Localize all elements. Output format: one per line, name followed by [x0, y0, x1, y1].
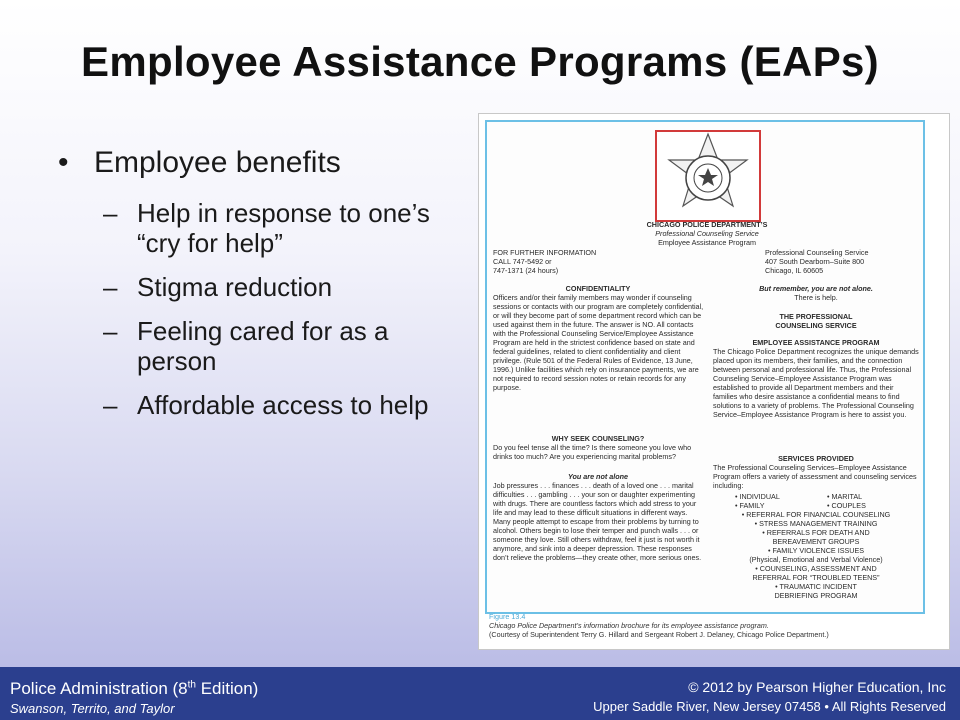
- confidentiality-text: Officers and/or their family members may wonder if counseling sessions or contacts with our program are completely confidential, or will they become part of some department record which can be used against them in the future. The answer is NO. All contacts with the Professional Counseling Service/Employee Assistance Program are held in the strictest confidence based on state and federal guidelines, related to client confidentiality and client privilege. (Rule 501 of the Federal Rules of Evidence, 13 June, 1996.) Unlike facilities which rely on insurance payments, we are not required to record session notes or retain records for any purpose.: [493, 293, 704, 392]
- service-item: DEBRIEFING PROGRAM: [774, 591, 858, 600]
- service-item: • REFERRALS FOR DEATH AND: [762, 528, 870, 537]
- address-line: Chicago, IL 60605: [765, 266, 824, 275]
- service-item: • INDIVIDUAL: [735, 492, 780, 501]
- service-item: • STRESS MANAGEMENT TRAINING: [754, 519, 878, 528]
- service-item: (Physical, Emotional and Verbal Violence): [749, 555, 883, 564]
- service-item: BEREAVEMENT GROUPS: [772, 537, 860, 546]
- caption-line: Chicago Police Department’s information brochure for its employee assistance program.: [489, 621, 769, 630]
- book-authors: Swanson, Territo, and Taylor: [10, 701, 175, 716]
- book-title: [10, 679, 258, 699]
- copyright: © 2012 by Pearson Higher Education, Inc: [688, 679, 946, 695]
- pcs-heading: THE PROFESSIONAL: [779, 312, 853, 321]
- pcs-heading-2: COUNSELING SERVICE: [775, 321, 857, 330]
- services-text: The Professional Counseling Services–Employee Assistance Program offers a variety of assessment and counseling services including:: [713, 463, 917, 490]
- slide-title: Employee Assistance Programs (EAPs): [81, 38, 879, 85]
- info-line: 747-1371 (24 hours): [493, 266, 559, 275]
- service-item: • COUNSELING, ASSESSMENT AND: [755, 564, 877, 573]
- brochure-header: CHICAGO POLICE DEPARTMENT’S: [646, 220, 768, 229]
- sub-bullet: – Stigma reduction: [103, 272, 333, 302]
- brochure-figure: [478, 113, 950, 650]
- brochure-subheader2: Employee Assistance Program: [658, 238, 756, 247]
- brochure-panel: [485, 120, 925, 614]
- bullet-main-text: Employee benefits: [94, 146, 341, 179]
- book-title-prefix: Police Administration (8: [10, 679, 188, 698]
- address-line: 407 South Dearborn–Suite 800: [765, 257, 865, 266]
- caption-credit: (Courtesy of Superintendent Terry G. Hillard and Sergeant Robert J. Delaney, Chicago Police Department.): [489, 630, 829, 639]
- job-text: Job pressures . . . finances . . . death of a loved one . . . marital difficulties . . . gambling . . . your son or daughter experimenting with drugs. There are countless factors which add stress to your life and may lead to these difficult situations in different ways. Many people attempt to escape from their problems by turning to alcohol. Others begin to lose their temper and punch walls . . . or someone they love. Still others withdraw, feel it just is not worth it anymore, and sink into a deeper depression. These responses don’t relieve the problems—they create other, more serious ones.: [493, 481, 702, 562]
- figure-caption: [489, 612, 929, 639]
- services-heading: SERVICES PROVIDED: [778, 454, 854, 463]
- sub-bullet: – Feeling cared for as a person: [103, 316, 458, 376]
- bullet-main: [58, 146, 458, 180]
- brochure-subheader: Professional Counseling Service: [655, 229, 759, 238]
- remember-text: But remember, you are not alone.: [759, 284, 873, 293]
- service-item: • MARITAL: [827, 492, 863, 501]
- bullet-list: [58, 146, 458, 434]
- book-title-suffix: Edition): [195, 679, 259, 698]
- sub-bullets: [58, 198, 458, 420]
- sub-bullet-text: Stigma reduction: [137, 272, 333, 302]
- book-title-sup: th: [187, 679, 196, 691]
- publisher-address: Upper Saddle River, New Jersey 07458 • All Rights Reserved: [593, 699, 946, 714]
- service-item: • TRAUMATIC INCIDENT: [775, 582, 857, 591]
- service-item: REFERRAL FOR “TROUBLED TEENS”: [752, 573, 880, 582]
- info-line: CALL 747-5492 or: [493, 257, 552, 266]
- remember-text-2: There is help.: [794, 293, 838, 302]
- address-line: Professional Counseling Service: [765, 248, 869, 257]
- service-item: • COUPLES: [827, 501, 866, 510]
- service-item: • FAMILY: [735, 501, 765, 510]
- why-heading: WHY SEEK COUNSELING?: [551, 434, 645, 443]
- sub-bullet-text: Help in response to one’s “cry for help”: [137, 198, 430, 258]
- figure-number: Figure 13.4: [489, 612, 526, 621]
- police-seal-icon: [655, 130, 761, 222]
- eap-text: The Chicago Police Department recognizes the unique demands placed upon its members, their families, and the connection between personal and professional life. Thus, the Professional Counseling Service–Employee Assistance Program was established to provide all Department members and their families who desire assistance a confidential means to find solutions to a variety of problems. The Professional Counseling Service–Employee Assistance Program is here to assist you.: [713, 347, 919, 419]
- sub-bullet: – Help in response to one’s “cry for help”: [103, 198, 458, 258]
- footer-bar: [0, 667, 960, 720]
- service-item: • REFERRAL FOR FINANCIAL COUNSELING: [741, 510, 891, 519]
- sub-bullet: – Affordable access to help: [103, 390, 429, 420]
- service-item: • FAMILY VIOLENCE ISSUES: [767, 546, 865, 555]
- eap-heading: EMPLOYEE ASSISTANCE PROGRAM: [752, 338, 880, 347]
- confidentiality-heading: CONFIDENTIALITY: [565, 284, 631, 293]
- info-line: FOR FURTHER INFORMATION: [493, 248, 597, 257]
- sub-bullet-text: Feeling cared for as a person: [137, 316, 389, 376]
- sub-bullet-text: Affordable access to help: [137, 390, 429, 420]
- bullet-dot: •: [58, 146, 69, 179]
- why-text: Do you feel tense all the time? Is there someone you love who drinks too much? Are you experiencing marital problems?: [493, 443, 692, 461]
- not-alone-heading: You are not alone: [567, 472, 629, 481]
